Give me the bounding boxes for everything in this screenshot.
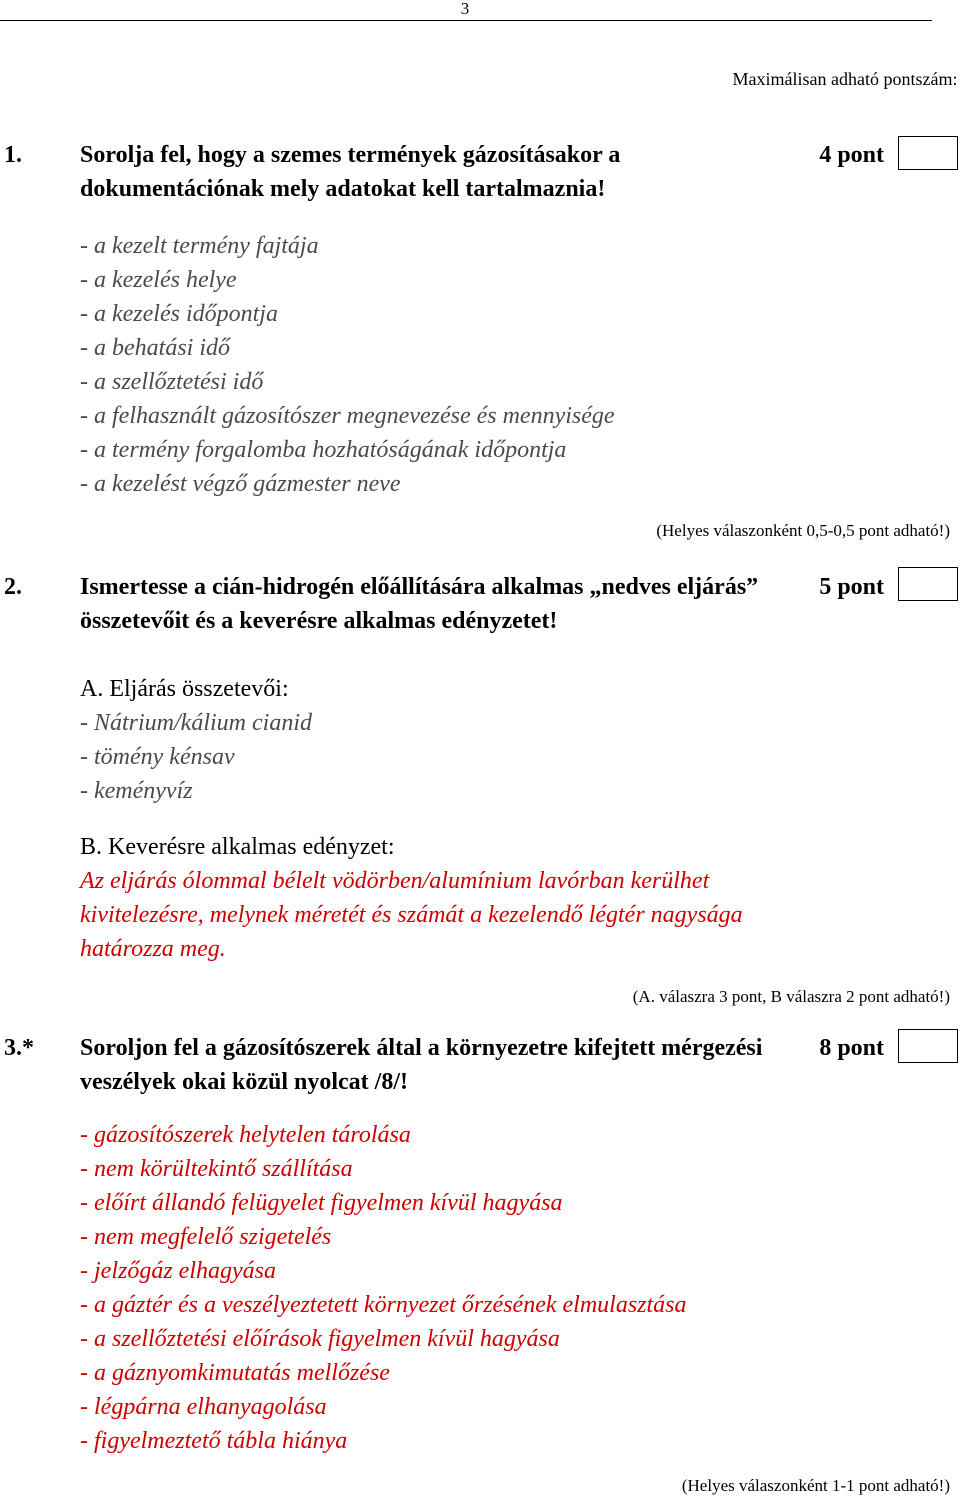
question-3-answer-list (80, 1118, 687, 1458)
question-1-points: 4 pont (819, 142, 884, 168)
list-item: - Nátrium/kálium cianid (80, 710, 312, 736)
question-2-section-a-list (80, 706, 312, 808)
list-item: - a szellőztetési idő (80, 369, 264, 395)
question-1-answer-list (80, 229, 615, 501)
max-points-label: Maximálisan adható pontszám: (732, 69, 958, 89)
answer-line: határozza meg. (80, 936, 226, 962)
question-1-number: 1. (4, 142, 22, 168)
list-item: - nem körültekintő szállítása (80, 1156, 353, 1182)
list-item: - a felhasznált gázosítószer megnevezése és mennyisége (80, 403, 615, 429)
question-3-text: Soroljon fel a gázosítószerek által a környezetre kifejtett mérgezési veszélyek okai közül nyolcat /8/! (80, 1035, 763, 1095)
list-item: - a termény forgalomba hozhatóságának időpontja (80, 437, 567, 463)
question-2-points: 5 pont (819, 574, 884, 600)
question-3-points: 8 pont (819, 1035, 884, 1061)
list-item: - a gáznyomkimutatás mellőzése (80, 1360, 390, 1386)
question-1-text: Sorolja fel, hogy a szemes termények gázosításakor a dokumentációnak mely adatokat kell tartalmaznia! (80, 142, 621, 202)
page-number: 3 (460, 0, 470, 18)
list-item: - a behatási idő (80, 335, 230, 361)
list-item: - a gáztér és a veszélyeztetett környezet őrzésének elmulasztása (80, 1292, 687, 1318)
list-item: - a szellőztetési előírások figyelmen kívül hagyása (80, 1326, 560, 1352)
question-2-section-b-text (80, 864, 743, 966)
answer-line: Az eljárás ólommal bélelt vödörben/alumínium lavórban kerülhet (80, 868, 710, 894)
question-3-score-box[interactable] (898, 1029, 958, 1063)
question-1-score-box[interactable] (898, 136, 958, 170)
list-item: - figyelmeztető tábla hiánya (80, 1428, 348, 1454)
question-2-text: Ismertesse a cián-hidrogén előállítására alkalmas „nedves eljárás” összetevőit és a keverésre alkalmas edényzetet! (80, 574, 759, 634)
question-3-scoring-note: (Helyes válaszonként 1-1 pont adható!) (681, 1476, 950, 1495)
list-item: - keményvíz (80, 778, 193, 804)
list-item: - a kezelés időpontja (80, 301, 278, 327)
list-item: - légpárna elhanyagolása (80, 1394, 327, 1420)
question-2-number: 2. (4, 574, 22, 600)
question-2-section-b-label: B. Keverésre alkalmas edényzet: (80, 834, 395, 860)
list-item: - jelzőgáz elhagyása (80, 1258, 276, 1284)
list-item: - előírt állandó felügyelet figyelmen kívül hagyása (80, 1190, 563, 1216)
question-2-scoring-note: (A. válaszra 3 pont, B válaszra 2 pont adható!) (632, 987, 950, 1006)
list-item: - a kezelés helye (80, 267, 237, 293)
answer-line: kivitelezésre, melynek méretét és számát a kezelendő légtér nagysága (80, 902, 743, 928)
list-item: - nem megfelelő szigetelés (80, 1224, 332, 1250)
question-1-scoring-note: (Helyes válaszonként 0,5-0,5 pont adható!) (656, 521, 950, 540)
header-rule (0, 20, 932, 21)
list-item: - a kezelést végző gázmester neve (80, 471, 401, 497)
question-3-number: 3.* (4, 1035, 34, 1061)
list-item: - gázosítószerek helytelen tárolása (80, 1122, 411, 1148)
question-2-score-box[interactable] (898, 567, 958, 601)
list-item: - a kezelt termény fajtája (80, 233, 319, 259)
question-2-section-a-label: A. Eljárás összetevői: (80, 676, 289, 702)
list-item: - tömény kénsav (80, 744, 235, 770)
